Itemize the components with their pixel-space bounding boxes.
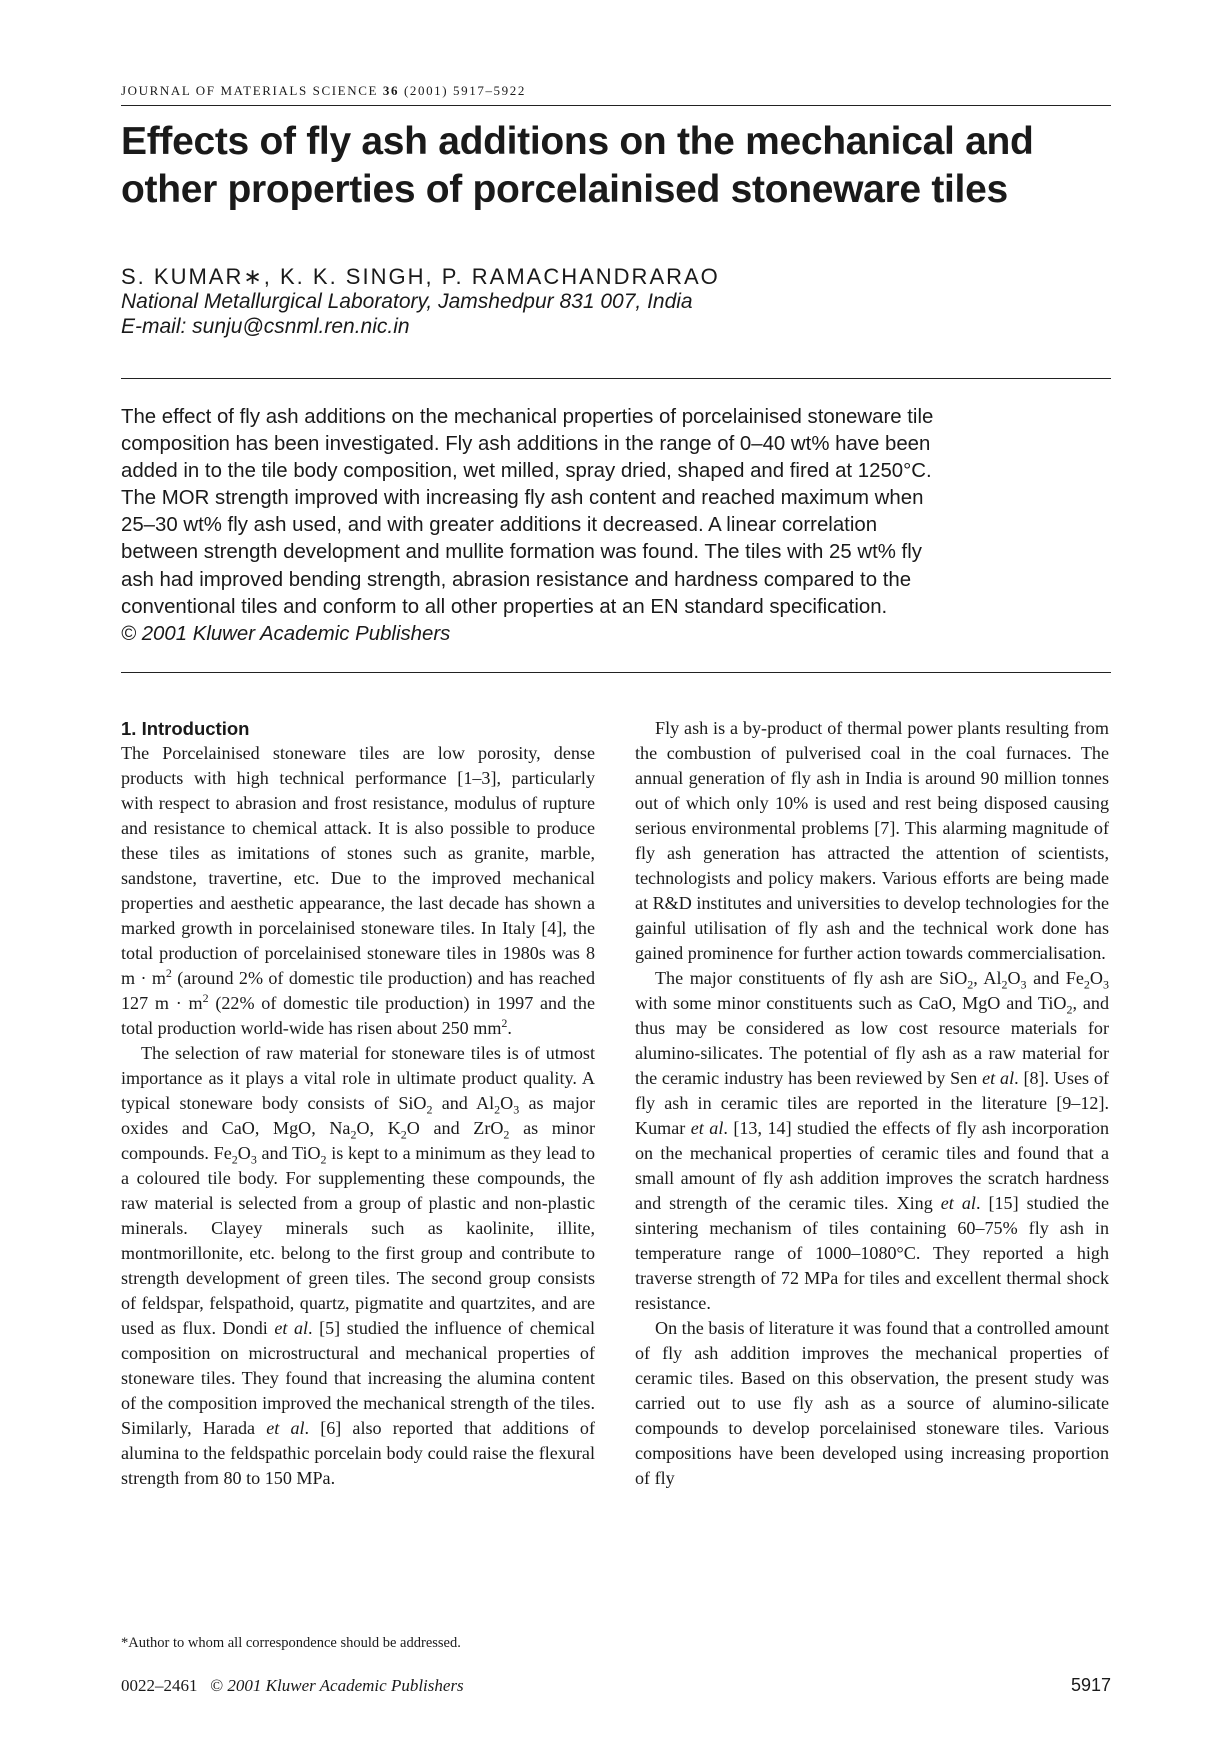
copyright-symbol: ©	[210, 1676, 224, 1695]
paragraph: Fly ash is a by-product of thermal power plants resulting from the combustion of pulverised coal in the coal furnaces. The annual generation of fly ash in India is around 90 million tonnes out of which only 10% is used and rest being disposed causing serious environmental problems [7]. This alarming magnitude of fly ash generation has attracted the attention of scientists, technologists and policy makers. Various efforts are being made at R&D institutes and universities to develop technologies for the gainful utilisation of fly ash and the technical work done has gained prominence for further action towards commercialisation.	[635, 718, 1109, 963]
footer-publisher-line	[121, 1675, 464, 1697]
abstract-line: conventional tiles and conform to all other properties at an EN standard specification.	[121, 595, 888, 618]
title-line-1: Effects of fly ash additions on the mechanical and	[121, 120, 1034, 163]
author-email: E-mail: sunju@csnml.ren.nic.in	[121, 315, 410, 338]
issn: 0022–2461	[121, 1676, 198, 1695]
abstract-line: composition has been investigated. Fly ash additions in the range of 0–40 wt% have been	[121, 433, 931, 456]
paragraph: The Porcelainised stoneware tiles are low porosity, dense products with high technical performance [1–3], particularly with respect to abrasion and frost resistance, modulus of rupture and resistance to chemical attack. It is also possible to produce these tiles as imitations of stones such as granite, marble, sandstone, travertine, etc. Due to the improved mechanical properties and aesthetic appearance, the last decade has shown a marked growth in porcelainised stoneware tiles. In Italy [4], the total production of porcelainised stoneware tiles in 1980s was 8 $m \cdot m^2$ (around 2% of domestic tile production) and has reached 127 $m \cdot m^2$ (22% of domestic tile production) in 1997 and the total production world-wide has risen about 250 $mm^2$.	[121, 743, 595, 1038]
abstract-top-rule	[121, 378, 1111, 379]
paragraph: The major constituents of fly ash are SiO$_2$, $Al_2O_3$ and $Fe_2O_3$ with some minor constituents such as CaO, MgO and TiO$_2$, and thus may be considered as low cost resource materials for alumino-silicates. The potential of fly ash as a raw material for the ceramic industry has been reviewed by Sen et al. [8]. Uses of fly ash in ceramic tiles are reported in the literature [9–12]. Kumar et al. [13, 14] studied the effects of fly ash incorporation on the mechanical properties of ceramic tiles and found that a small amount of fly ash addition improves the scratch hardness and strength of the ceramic tiles. Xing et al. [15] studied the sintering mechanism of tiles containing 60–75% fly ash in temperature range of 1000–1080°C. They reported a high traverse strength of 72 MPa for tiles and excellent thermal shock resistance.	[635, 968, 1110, 1313]
abstract	[121, 404, 1111, 648]
left-column	[121, 716, 595, 1491]
abstract-line: between strength development and mullite formation was found. The tiles with 25 wt% fly	[121, 541, 922, 564]
abstract-line: ash had improved bending strength, abrasion resistance and hardness compared to the	[121, 568, 912, 591]
abstract-line: The effect of fly ash additions on the mechanical properties of porcelainised stoneware tile	[121, 406, 934, 428]
running-head	[121, 83, 1111, 99]
journal-year-pages: (2001) 5917–5922	[403, 83, 526, 98]
title-line-2: other properties of porcelainised stoneware tiles	[121, 168, 1008, 211]
paragraph: On the basis of literature it was found that a controlled amount of fly ash addition improves the mechanical properties of ceramic tiles. Based on this observation, the present study was carried out to use fly ash as a source of alumino-silicate compounds to develop porcelainised stoneware tiles. Various compositions have been developed using increasing proportion of fly	[635, 1318, 1109, 1488]
paper-title	[121, 118, 1111, 214]
journal-volume: 36	[382, 83, 400, 98]
author-list: S. KUMAR∗, K. K. SINGH, P. RAMACHANDRARAO	[121, 264, 720, 289]
right-column	[635, 716, 1109, 1491]
page-number: 5917	[1070, 1675, 1111, 1695]
abstract-line: The MOR strength improved with increasing fly ash content and reached maximum when	[121, 487, 924, 510]
section-heading-introduction: 1. Introduction	[121, 718, 250, 739]
abstract-line: 25–30 wt% fly ash used, and with greater additions it decreased. A linear correlation	[121, 514, 878, 537]
abstract-copyright: © 2001 Kluwer Academic Publishers	[121, 622, 451, 645]
footer-publisher: 2001 Kluwer Academic Publishers	[227, 1676, 464, 1695]
paragraph: The selection of raw material for stoneware tiles is of utmost importance as it plays a vital role in ultimate product quality. A typical stoneware body consists of SiO$_2$ and $Al_2O_3$ as major oxides and CaO, MgO, $Na_2O$, $K_2O$ and ZrO$_2$ as minor compounds. $Fe_2O_3$ and TiO$_2$ is kept to a minimum as they lead to a coloured tile body. For supplementing these compounds, the raw material is selected from a group of plastic and non-plastic minerals. Clayey minerals such as kaolinite, illite, montmorillonite, etc. belong to the first group and contribute to strength development of green tiles. The second group consists of feldspar, felspathoid, quartz, pigmatite and quartzites, and are used as flux. Dondi et al. [5] studied the influence of chemical composition on microstructural and mechanical properties of stoneware tiles. They found that increasing the alumina content of the composition improved the mechanical strength of the tiles. Similarly, Harada et al. [6] also reported that additions of alumina to the feldspathic porcelain body could raise the flexural strength from 80 to 150 MPa.	[121, 1043, 596, 1488]
footnote: *Author to whom all correspondence should be addressed.	[121, 1635, 461, 1651]
abstract-bottom-rule	[121, 672, 1111, 673]
header-rule	[121, 105, 1111, 106]
affiliation: National Metallurgical Laboratory, Jamshedpur 831 007, India	[121, 290, 693, 313]
abstract-line: added in to the tile body composition, wet milled, spray dried, shaped and fired at 1250°C.	[121, 460, 932, 483]
journal-name: JOURNAL OF MATERIALS SCIENCE	[121, 83, 379, 98]
